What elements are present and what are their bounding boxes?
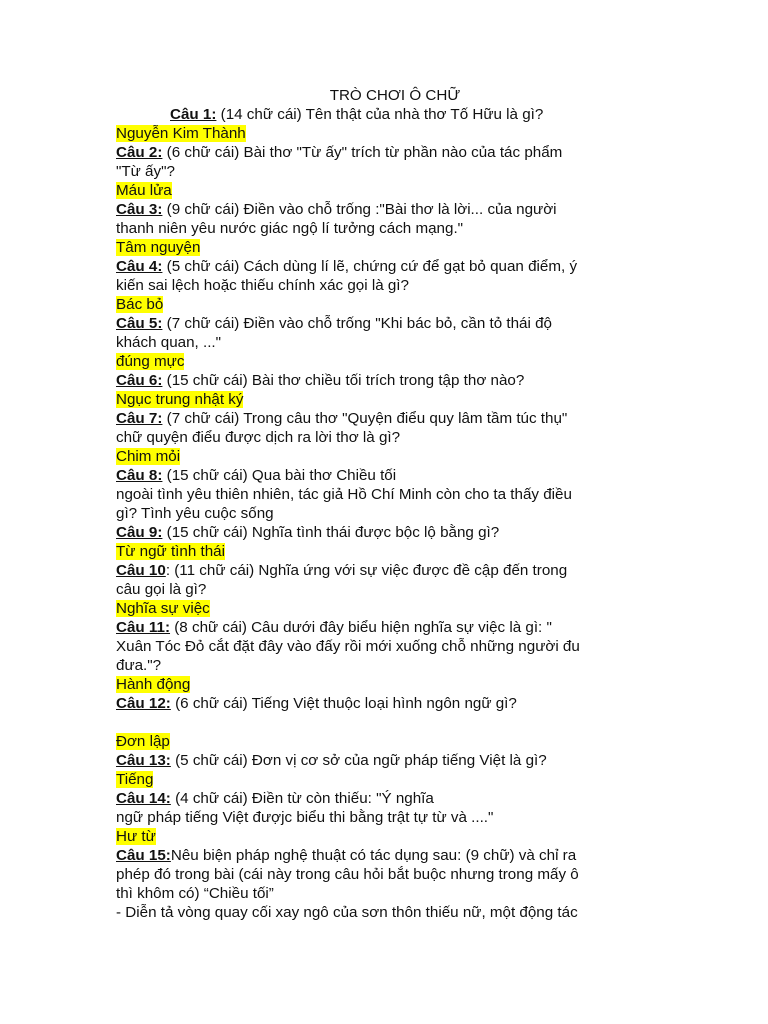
answer-line <box>116 599 656 618</box>
question-label: Câu 9: <box>116 524 163 541</box>
highlighted-answer: Tiếng <box>116 771 154 788</box>
question-label: Câu 14: <box>116 790 171 807</box>
answer-line <box>116 542 656 561</box>
answer-line <box>116 295 656 314</box>
line-text: thanh niên yêu nước giác ngộ lí tưởng cách mạng." <box>116 220 464 237</box>
question-label: Câu 15: <box>116 847 171 864</box>
question-line <box>116 257 656 276</box>
answer-line <box>116 124 656 143</box>
text-line <box>116 428 656 447</box>
line-text: (9 chữ cái) Điền vào chỗ trống :"Bài thơ là lời... của người <box>162 201 557 218</box>
text-line <box>116 485 656 504</box>
line-text: kiến sai lệch hoặc thiếu chính xác gọi là gì? <box>116 277 409 294</box>
line-text: ngữ pháp tiếng Việt đượjc biểu thi bằng trật tự từ và ...." <box>116 809 494 826</box>
line-text: (8 chữ cái) Câu dưới đây biểu hiện nghĩa sự việc là gì: " <box>170 619 552 636</box>
text-line <box>116 580 656 599</box>
question-line <box>116 371 656 390</box>
question-line <box>116 409 656 428</box>
question-line <box>116 561 656 580</box>
text-line <box>116 637 656 656</box>
line-text: (5 chữ cái) Cách dùng lí lẽ, chứng cứ để gạt bỏ quan điểm, ý <box>162 258 578 275</box>
highlighted-answer: Đơn lập <box>116 733 170 750</box>
highlighted-answer: Hư từ <box>116 828 156 845</box>
question-label: Câu 4: <box>116 258 163 275</box>
line-text: Nêu biện pháp nghệ thuật có tác dụng sau: (9 chữ) và chỉ ra <box>170 847 577 864</box>
question-line <box>116 751 656 770</box>
text-line <box>116 865 656 884</box>
highlighted-answer: Nguyễn Kim Thành <box>116 125 246 142</box>
text-line <box>116 808 656 827</box>
question-line <box>116 466 656 485</box>
answer-line <box>116 352 656 371</box>
question-label: Câu 2: <box>116 144 163 161</box>
question-line <box>116 314 656 333</box>
highlighted-answer: Tâm nguyện <box>116 239 201 256</box>
answer-line <box>116 447 656 466</box>
text-line <box>116 333 656 352</box>
highlighted-answer: Chim mỏi <box>116 448 181 465</box>
question-label: Câu 12: <box>116 695 171 712</box>
line-text: (6 chữ cái) Tiếng Việt thuộc loại hình ngôn ngữ gì? <box>170 695 517 712</box>
line-text: (7 chữ cái) Trong câu thơ "Quyện điểu quy lâm tầm túc thụ" <box>162 410 568 427</box>
answer-line <box>116 390 656 409</box>
line-text: (6 chữ cái) Bài thơ "Từ ấy" trích từ phần nào của tác phẩm <box>162 144 563 161</box>
highlighted-answer: đúng mực <box>116 353 185 370</box>
line-text: (5 chữ cái) Đơn vị cơ sở của ngữ pháp tiếng Việt là gì? <box>170 752 547 769</box>
highlighted-answer: Ngục trung nhật ký <box>116 391 244 408</box>
question-line <box>116 618 656 637</box>
text-line <box>116 713 656 732</box>
answer-line <box>116 181 656 200</box>
answer-line <box>116 732 656 751</box>
text-line <box>116 276 656 295</box>
line-text: - Diễn tả vòng quay cối xay ngô của sơn thôn thiếu nữ, một động tác <box>116 904 578 921</box>
question-label: Câu 10 <box>116 562 166 579</box>
highlighted-answer: Từ ngữ tình thái <box>116 543 225 560</box>
line-text: phép đó trong bài (cái này trong câu hỏi bắt buộc nhưng trong mấy ô <box>116 866 579 883</box>
document-body <box>116 86 656 922</box>
answer-line <box>116 827 656 846</box>
question-label: Câu 8: <box>116 467 163 484</box>
line-text: (4 chữ cái) Điền từ còn thiếu: "Ý nghĩa <box>170 790 434 807</box>
line-text: câu gọi là gì? <box>116 581 207 598</box>
line-text: Xuân Tóc Đỏ cắt đặt đây vào đấy rồi mới xuống chỗ những người đu <box>116 638 580 655</box>
line-text: thì khôm có) “Chiều tối” <box>116 885 274 902</box>
document-title: TRÒ CHƠI Ô CHỮ <box>329 87 461 104</box>
line-text: (14 chữ cái) Tên thật của nhà thơ Tố Hữu là gì? <box>216 106 544 123</box>
text-line <box>116 903 656 922</box>
text-line <box>116 884 656 903</box>
line-text: ngoài tình yêu thiên nhiên, tác giả Hồ Chí Minh còn cho ta thấy điều <box>116 486 572 503</box>
line-text: đưa."? <box>116 657 162 674</box>
question-label: Câu 6: <box>116 372 163 389</box>
line-text: : (11 chữ cái) Nghĩa ứng với sự việc được đề cập đến trong <box>165 562 568 579</box>
line-text: (7 chữ cái) Điền vào chỗ trống "Khi bác bỏ, cần tỏ thái độ <box>162 315 552 332</box>
text-line <box>116 504 656 523</box>
line-text: (15 chữ cái) Bài thơ chiều tối trích trong tập thơ nào? <box>162 372 525 389</box>
question-line <box>116 200 656 219</box>
line-text: "Từ ấy"? <box>116 163 175 180</box>
line-text: (15 chữ cái) Qua bài thơ Chiều tối <box>162 467 397 484</box>
question-label: Câu 13: <box>116 752 171 769</box>
line-text: gì? Tình yêu cuộc sống <box>116 505 274 522</box>
question-label: Câu 11: <box>116 619 171 636</box>
question-line <box>116 143 656 162</box>
question-label: Câu 7: <box>116 410 163 427</box>
answer-line <box>116 770 656 789</box>
answer-line <box>116 238 656 257</box>
highlighted-answer: Hành động <box>116 676 191 693</box>
line-text: (15 chữ cái) Nghĩa tình thái được bộc lộ bằng gì? <box>162 524 500 541</box>
question-line <box>116 694 656 713</box>
answer-line <box>116 675 656 694</box>
highlighted-answer: Máu lửa <box>116 182 172 199</box>
text-line <box>116 219 656 238</box>
line-text: khách quan, ..." <box>116 334 222 351</box>
question-line <box>116 846 656 865</box>
text-line <box>116 656 656 675</box>
question-line <box>116 105 656 124</box>
highlighted-answer: Nghĩa sự việc <box>116 600 210 617</box>
question-line <box>116 523 656 542</box>
line-text: chữ quyện điểu được dịch ra lời thơ là gì? <box>116 429 401 446</box>
question-line <box>116 789 656 808</box>
question-label: Câu 3: <box>116 201 163 218</box>
text-line <box>116 162 656 181</box>
highlighted-answer: Bác bỏ <box>116 296 164 313</box>
question-label: Câu 5: <box>116 315 163 332</box>
question-label: Câu 1: <box>170 106 217 123</box>
